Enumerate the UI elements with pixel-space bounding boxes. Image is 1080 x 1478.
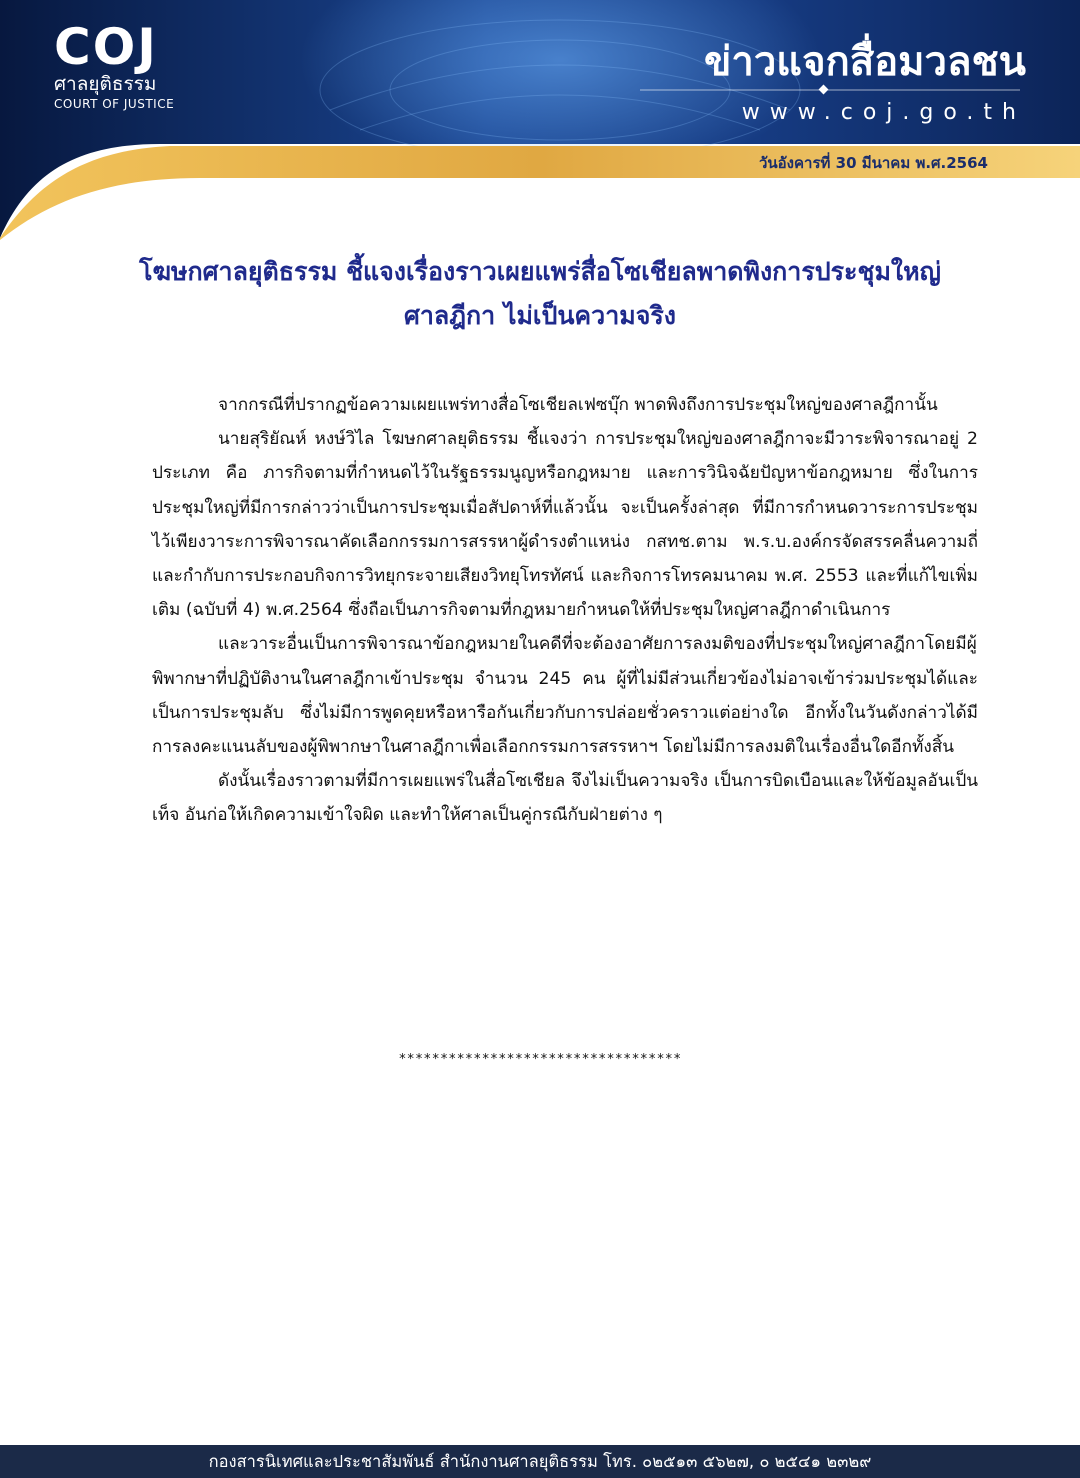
logo-english-name: COURT OF JUSTICE [54,97,175,111]
paragraph-3: และวาระอื่นเป็นการพิจารณาข้อกฎหมายในคดีที่จะต้องอาศัยการลงมติของที่ประชุมใหญ่ศาลฎีกาโดยมีผู้พิพากษาที่ปฏิบัติงานในศาลฎีกาเข้าประชุม จำนวน 245 คน ผู้ที่ไม่มีส่วนเกี่ยวข้องไม่อาจเข้าร่วมประชุมได้และเป็นการประชุมลับ ซึ่งไม่มีการพูดคุยหรือหารือกันเกี่ยวกับการปล่อยชั่วคราวแต่อย่างใด อีกทั้งในวันดังกล่าวได้มีการลงคะแนนลับของผู้พิพากษาในศาลฎีกาเพื่อเลือกกรรมการสรรหาฯ โดยไม่มีการลงมติในเรื่องอื่นใดอีกทั้งสิ้น [152,634,978,758]
footer-contact: กองสารนิเทศและประชาสัมพันธ์ สำนักงานศาลยุติธรรม โทร. ๐๒๕๑๓ ๕๖๒๗, ๐ ๒๕๔๑ ๒๓๒๙ [208,1452,872,1471]
banner-title: ข่าวแจกสื่อมวลชน [704,39,1026,85]
release-date: วันอังคารที่ 30 มีนาคม พ.ศ.2564 [759,154,988,172]
paragraph-1: จากกรณีที่ปรากฏข้อความเผยแพร่ทางสื่อโซเชียลเฟซบุ๊ก พาดพิงถึงการประชุมใหญ่ของศาลฎีกานั้น [218,395,938,415]
headline [100,250,980,338]
end-separator: ********************************** [398,1052,682,1067]
headline-line-2: ศาลฎีกา ไม่เป็นความจริง [403,301,676,330]
coj-logo [54,18,224,112]
paragraph-4: ดังนั้นเรื่องราวตามที่มีการเผยแพร่ในสื่อโซเชียล จึงไม่เป็นความจริง เป็นการบิดเบือนและให้ข้อมูลอันเป็นเท็จ อันก่อให้เกิดความเข้าใจผิด และทำให้ศาลเป็นคู่กรณีกับฝ่ายต่าง ๆ [152,771,978,826]
paragraph-2: นายสุริยัณห์ หงษ์วิไล โฆษกศาลยุติธรรม ชี้แจงว่า การประชุมใหญ่ของศาลฎีกาจะมีวาระพิจารณาอยู่ 2 ประเภท คือ ภารกิจตามที่กำหนดไว้ในรัฐธรรมนูญหรือกฎหมาย และการวินิจฉัยปัญหาข้อกฎหมาย ซึ่งในการประชุมใหญ่ที่มีการกล่าวว่าเป็นการประชุมเมื่อสัปดาห์ที่แล้วนั้น จะเป็นครั้งล่าสุด ที่มีการกำหนดวาระการประชุมไว้เพียงวาระการพิจารณาคัดเลือกกรรมการสรรหาผู้ดำรงตำแหน่ง กสทช.ตาม พ.ร.บ.องค์กรจัดสรรคลื่นความถี่และกำกับการประกอบกิจการวิทยุกระจายเสียงวิทยุโทรทัศน์ และกิจการโทรคมนาคม พ.ศ. 2553 และที่แก้ไขเพิ่มเติม (ฉบับที่ 4) พ.ศ.2564 ซึ่งถือเป็นภารกิจตามที่กฎหมายกำหนดให้ที่ประชุมใหญ่ศาลฎีกาดำเนินการ [152,429,978,621]
article-body [152,388,978,833]
logo-mark: COJ [54,18,158,76]
press-release-header [0,0,1080,240]
logo-thai-name: ศาลยุติธรรม [54,73,157,95]
website-url: www.coj.go.th [741,100,1026,125]
headline-line-1: โฆษกศาลยุติธรรม ชี้แจงเรื่องราวเผยแพร่สื่อโซเชียลพาดพิงการประชุมใหญ่ [139,257,941,286]
